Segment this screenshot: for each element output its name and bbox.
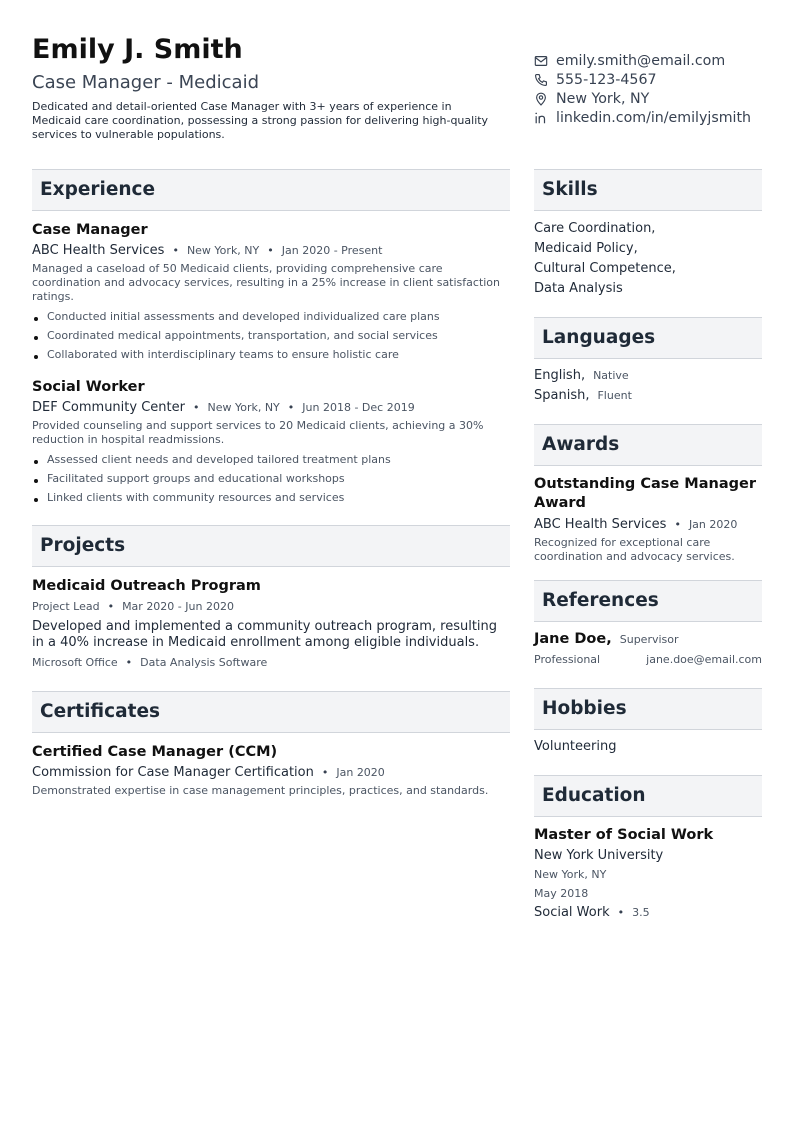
skill-item: Medicaid Policy, — [534, 241, 638, 256]
separator-dot: • — [172, 244, 179, 257]
job-bullet: Linked clients with community resources and services — [32, 488, 510, 507]
language-item — [534, 366, 762, 386]
project-item — [32, 577, 510, 673]
spacer — [534, 406, 762, 424]
contact-linkedin[interactable] — [534, 108, 784, 127]
job-bullet: Conducted initial assessments and developed individualized care plans — [32, 307, 510, 326]
separator-dot: • — [287, 401, 295, 414]
job-bullets — [32, 307, 510, 364]
job-bullet: Collaborated with interdisciplinary teams to ensure holistic care — [32, 345, 510, 364]
reference-type: Professional — [534, 653, 601, 666]
location-text: New York, NY — [556, 90, 650, 107]
left-column — [32, 169, 510, 798]
language-item — [534, 386, 762, 406]
award-title: Outstanding Case Manager Award — [534, 476, 756, 511]
hobbies-heading: Hobbies — [534, 688, 762, 730]
education-heading: Education — [534, 775, 762, 817]
certificate-item — [32, 743, 510, 798]
spacer — [534, 564, 762, 580]
separator-dot: • — [321, 766, 329, 779]
project-tool: Microsoft Office — [32, 656, 118, 669]
phone-icon — [534, 73, 548, 87]
separator-dot: • — [674, 518, 681, 531]
email-text: emily.smith@email.com — [556, 52, 726, 69]
experience-heading: Experience — [32, 169, 510, 211]
spacer — [534, 299, 762, 317]
certificates-heading: Certificates — [32, 691, 510, 733]
education-item — [534, 826, 762, 923]
candidate-name: Emily J. Smith — [32, 34, 243, 65]
contact-phone[interactable] — [534, 70, 784, 89]
languages-list — [534, 366, 762, 406]
project-meta — [32, 597, 510, 617]
reference-header — [534, 629, 762, 650]
separator-dot: • — [267, 244, 274, 257]
skill-item: Cultural Competence, — [534, 261, 676, 276]
education-school: New York University — [534, 848, 664, 863]
job-bullet: Facilitated support groups and educational workshops — [32, 469, 510, 488]
reference-item — [534, 629, 762, 670]
experience-item — [32, 378, 510, 507]
separator-dot: • — [192, 401, 200, 414]
language-level: Fluent — [597, 389, 632, 402]
certificate-date: Jan 2020 — [336, 766, 385, 779]
hobbies-list — [534, 737, 762, 757]
education-location: New York, NY — [534, 868, 607, 881]
job-bullet: Assessed client needs and developed tailored treatment plans — [32, 450, 510, 469]
candidate-title: Case Manager - Medicaid — [32, 72, 259, 93]
project-tool: Data Analysis Software — [140, 656, 268, 669]
skill-item: Care Coordination, — [534, 221, 656, 236]
award-meta — [534, 515, 762, 535]
separator-dot: • — [125, 656, 133, 669]
job-location: New York, NY — [186, 244, 260, 257]
education-gpa: 3.5 — [632, 906, 650, 919]
skill-item: Data Analysis — [534, 281, 623, 296]
certificate-meta — [32, 763, 510, 783]
job-bullet: Coordinated medical appointments, transportation, and social services — [32, 326, 510, 345]
job-title: Case Manager — [32, 222, 148, 238]
project-role: Project Lead — [32, 600, 100, 613]
envelope-icon — [534, 54, 548, 68]
project-description: Developed and implemented a community outreach program, resulting in a 40% increase in Medicaid enrollment among eligible individuals. — [32, 619, 498, 650]
languages-heading: Languages — [534, 317, 762, 359]
skills-heading: Skills — [534, 169, 762, 211]
job-location: New York, NY — [207, 401, 280, 414]
separator-dot: • — [617, 906, 625, 919]
reference-details — [534, 650, 762, 670]
awards-heading: Awards — [534, 424, 762, 466]
job-dates: Jun 2018 - Dec 2019 — [302, 401, 415, 414]
candidate-summary: Dedicated and detail-oriented Case Manager with 3+ years of experience in Medicaid care coordination, possessing a strong passion for delivering high-quality services to vulnerable populations. — [32, 100, 489, 141]
project-tools — [32, 653, 510, 673]
spacer — [32, 507, 510, 525]
spacer — [534, 757, 762, 775]
award-issuer: ABC Health Services — [534, 517, 667, 532]
job-description: Managed a caseload of 50 Medicaid clients, providing comprehensive care coordination and advocacy services, resulting in a 25% increase in client satisfaction ratings. — [32, 262, 501, 303]
experience-item — [32, 221, 510, 364]
linkedin-icon — [534, 111, 548, 125]
skills-list — [534, 219, 762, 299]
company-name: ABC Health Services — [32, 243, 165, 258]
award-date: Jan 2020 — [688, 518, 738, 531]
spacer — [534, 670, 762, 688]
linkedin-text: linkedin.com/in/emilyjsmith — [556, 109, 752, 126]
resume-header — [32, 32, 762, 142]
certificate-description: Demonstrated expertise in case management principles, practices, and standards. — [32, 784, 489, 797]
award-item — [534, 475, 762, 564]
project-dates: Mar 2020 - Jun 2020 — [122, 600, 234, 613]
job-meta — [32, 398, 510, 418]
language-name: English, — [534, 368, 586, 383]
language-name: Spanish, — [534, 388, 590, 403]
education-field-row — [534, 903, 762, 923]
reference-name: Jane Doe, — [534, 631, 612, 647]
reference-role: Supervisor — [619, 633, 679, 646]
language-level: Native — [593, 369, 629, 382]
job-meta — [32, 241, 510, 261]
contact-email[interactable] — [534, 51, 784, 70]
reference-email[interactable]: jane.doe@email.com — [646, 653, 762, 666]
job-bullets — [32, 450, 510, 507]
education-date: May 2018 — [534, 887, 589, 900]
job-description: Provided counseling and support services to 20 Medicaid clients, achieving a 30% reduction in hospital readmissions. — [32, 419, 484, 446]
projects-heading: Projects — [32, 525, 510, 567]
spacer — [32, 673, 510, 691]
map-pin-icon — [534, 92, 548, 106]
references-heading: References — [534, 580, 762, 622]
phone-text: 555-123-4567 — [556, 71, 657, 88]
education-field: Social Work — [534, 905, 610, 920]
job-dates: Jan 2020 - Present — [281, 244, 383, 257]
certificate-title: Certified Case Manager (CCM) — [32, 744, 278, 760]
company-name: DEF Community Center — [32, 400, 185, 415]
contact-location — [534, 89, 784, 108]
education-degree: Master of Social Work — [534, 827, 714, 843]
award-description: Recognized for exceptional care coordination and advocacy services. — [534, 536, 735, 563]
contact-block — [534, 51, 784, 127]
right-column — [534, 169, 762, 923]
job-title: Social Worker — [32, 379, 145, 395]
separator-dot: • — [107, 600, 115, 613]
certificate-issuer: Commission for Case Manager Certification — [32, 765, 314, 780]
project-title: Medicaid Outreach Program — [32, 578, 261, 594]
hobby-item: Volunteering — [534, 739, 617, 754]
